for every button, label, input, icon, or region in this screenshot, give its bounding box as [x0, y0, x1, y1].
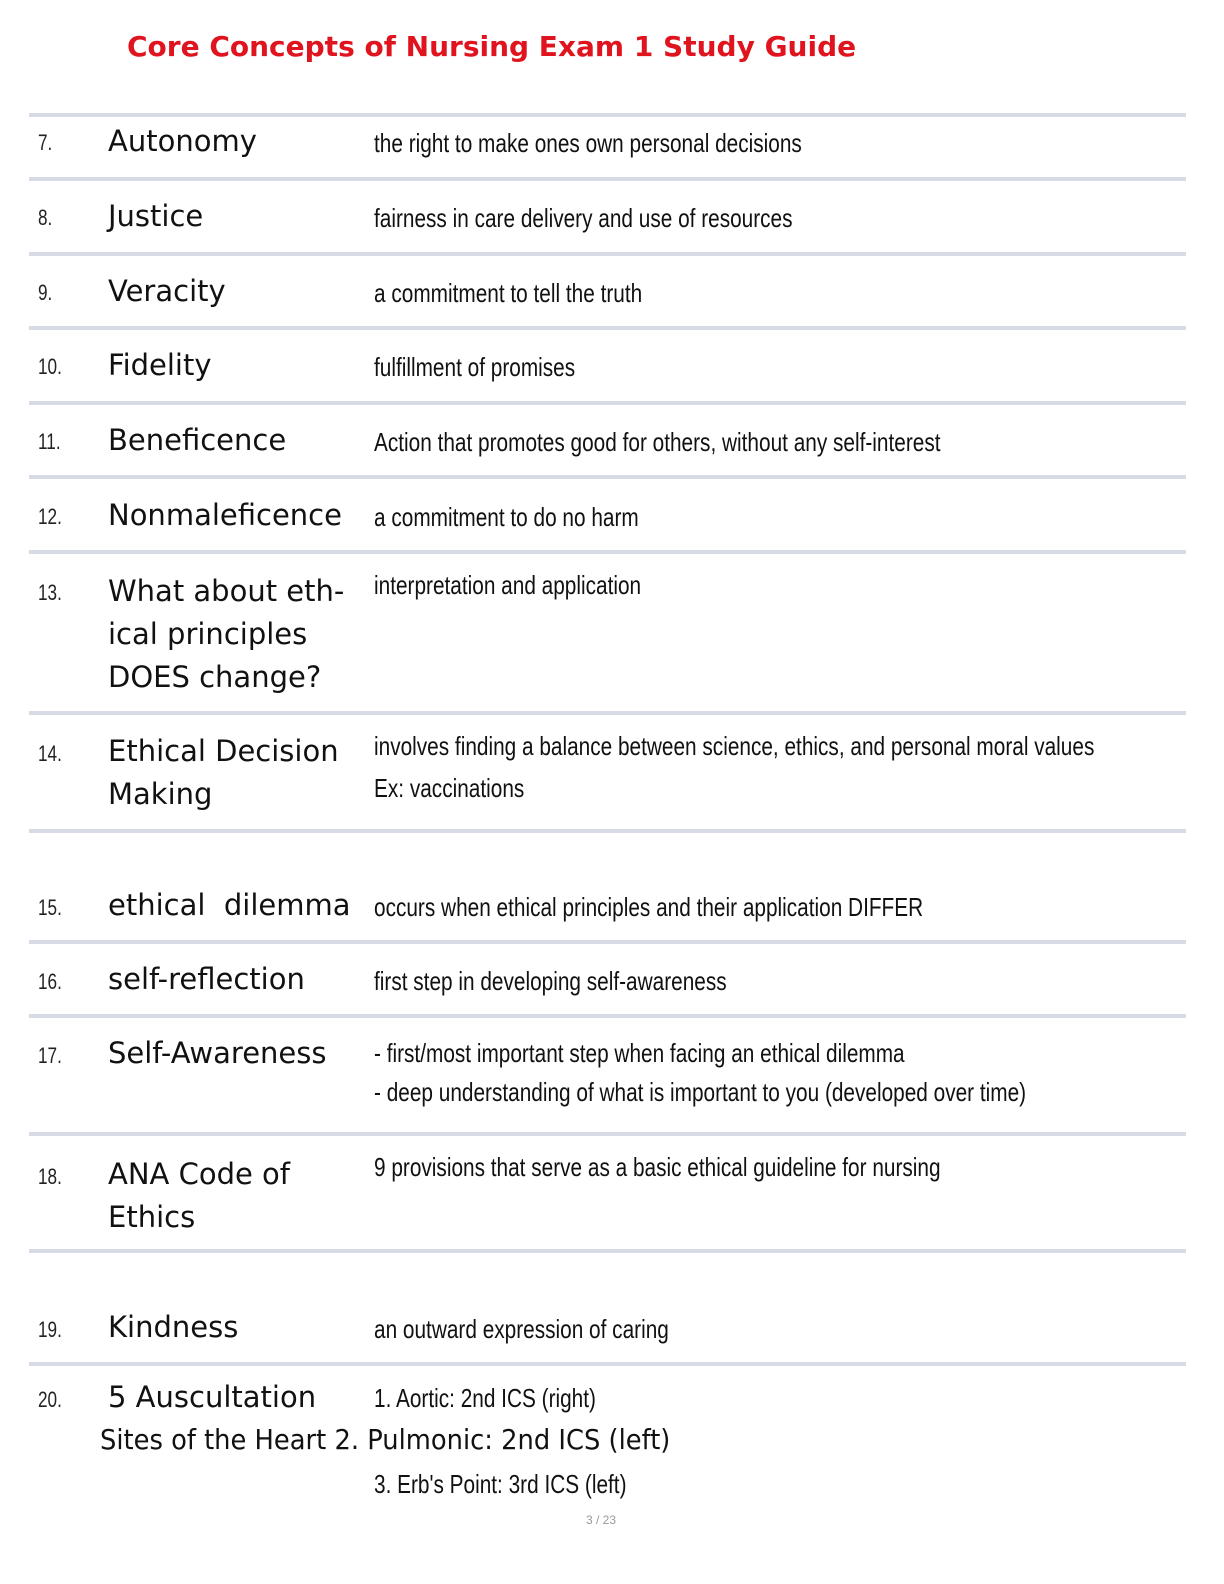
definition-line: 3. Erb's Point: 3rd ICS (left): [374, 1469, 627, 1499]
term-line: What about eth-: [108, 574, 345, 608]
definition-line: 1. Aortic: 2nd ICS (right): [374, 1383, 596, 1413]
row-divider: [29, 401, 1186, 405]
definition-line: an outward expression of caring: [374, 1314, 669, 1344]
item-definition: [374, 346, 575, 388]
term-line: ical principles: [108, 617, 308, 651]
item-number: 20.: [38, 1387, 62, 1412]
row-divider: [29, 829, 1186, 833]
item-definition: [374, 1308, 669, 1350]
item-number: 15.: [38, 895, 62, 920]
item-term: Nonmaleficence: [108, 498, 342, 532]
item-number: 11.: [38, 429, 61, 454]
item-definition: [374, 886, 923, 928]
row-divider: [29, 177, 1186, 181]
item-number: 14.: [38, 741, 62, 766]
definition-line: a commitment to do no harm: [374, 502, 639, 532]
item-term: Veracity: [108, 274, 226, 308]
definition-line: first step in developing self-awareness: [374, 966, 727, 996]
item-number: 18.: [38, 1164, 62, 1189]
item-term-continued: [100, 1423, 670, 1456]
item-definition: [374, 272, 642, 314]
item-term: Autonomy: [108, 124, 257, 158]
item-definition: [374, 725, 1094, 809]
definition-line: involves finding a balance between science, ethics, and personal moral values: [374, 731, 1095, 761]
item-definition: [374, 496, 639, 538]
item-number: 7.: [38, 130, 53, 155]
definition-line: fairness in care delivery and use of resources: [374, 203, 793, 233]
item-definition: [374, 1034, 1026, 1112]
item-number: 19.: [38, 1317, 62, 1342]
item-number: 17.: [38, 1043, 62, 1068]
item-number: 8.: [38, 205, 53, 230]
item-term: self-reflection: [108, 962, 305, 996]
item-term: Kindness: [108, 1310, 239, 1344]
item-term: [108, 570, 344, 699]
item-term: [108, 1153, 290, 1239]
definition-line: interpretation and application: [374, 570, 642, 600]
definition-line: a commitment to tell the truth: [374, 278, 643, 308]
item-number: 9.: [38, 280, 53, 305]
item-term: Beneficence: [108, 423, 287, 457]
row-divider: [29, 475, 1186, 479]
item-term: ethical dilemma: [108, 888, 351, 922]
term-line: DOES change?: [108, 660, 322, 694]
term-line: Ethical Decision: [108, 734, 339, 768]
row-divider: [29, 252, 1186, 256]
definition-line: - first/most important step when facing an ethical dilemma: [374, 1038, 905, 1068]
item-definition: [374, 564, 641, 606]
definition-line: 9 provisions that serve as a basic ethical guideline for nursing: [374, 1152, 941, 1182]
term-line: Making: [108, 777, 213, 811]
document-title: Core Concepts of Nursing Exam 1 Study Guide: [127, 30, 857, 63]
item-definition: [374, 1377, 596, 1419]
term-line: Ethics: [108, 1200, 196, 1234]
item-definition: [374, 960, 727, 1002]
definition-line: 2. Pulmonic: 2nd ICS (left): [334, 1423, 671, 1456]
item-term: [108, 730, 339, 816]
item-number: 10.: [38, 354, 62, 379]
item-term: 5 Auscultation: [108, 1380, 317, 1414]
definition-line: Ex: vaccinations: [374, 773, 525, 803]
item-term: Fidelity: [108, 348, 212, 382]
item-definition: [374, 122, 802, 164]
row-divider: [29, 1132, 1186, 1136]
item-number: 16.: [38, 969, 62, 994]
term-continued-text: Sites of the Heart: [100, 1423, 327, 1456]
item-number: 12.: [38, 504, 62, 529]
item-definition: [374, 197, 793, 239]
definition-line: fulfillment of promises: [374, 352, 576, 382]
row-divider: [29, 711, 1186, 715]
item-term: Justice: [108, 199, 204, 233]
item-definition: [374, 1463, 627, 1505]
term-line: ANA Code of: [108, 1157, 291, 1191]
row-divider: [29, 1014, 1186, 1018]
row-divider: [29, 326, 1186, 330]
definition-line: - deep understanding of what is important to you (developed over time): [374, 1077, 1027, 1107]
definition-line: the right to make ones own personal decisions: [374, 128, 802, 158]
item-term: Self-Awareness: [108, 1036, 327, 1070]
item-definition: [374, 421, 941, 463]
row-divider: [29, 940, 1186, 944]
definition-line: occurs when ethical principles and their application DIFFER: [374, 892, 924, 922]
definition-line: Action that promotes good for others, without any self-interest: [374, 427, 941, 457]
row-divider: [29, 550, 1186, 554]
row-divider: [29, 113, 1186, 117]
page-indicator: 3 / 23: [586, 1513, 617, 1527]
item-number: 13.: [38, 580, 62, 605]
item-definition: [374, 1146, 941, 1188]
row-divider: [29, 1362, 1186, 1366]
row-divider: [29, 1249, 1186, 1253]
